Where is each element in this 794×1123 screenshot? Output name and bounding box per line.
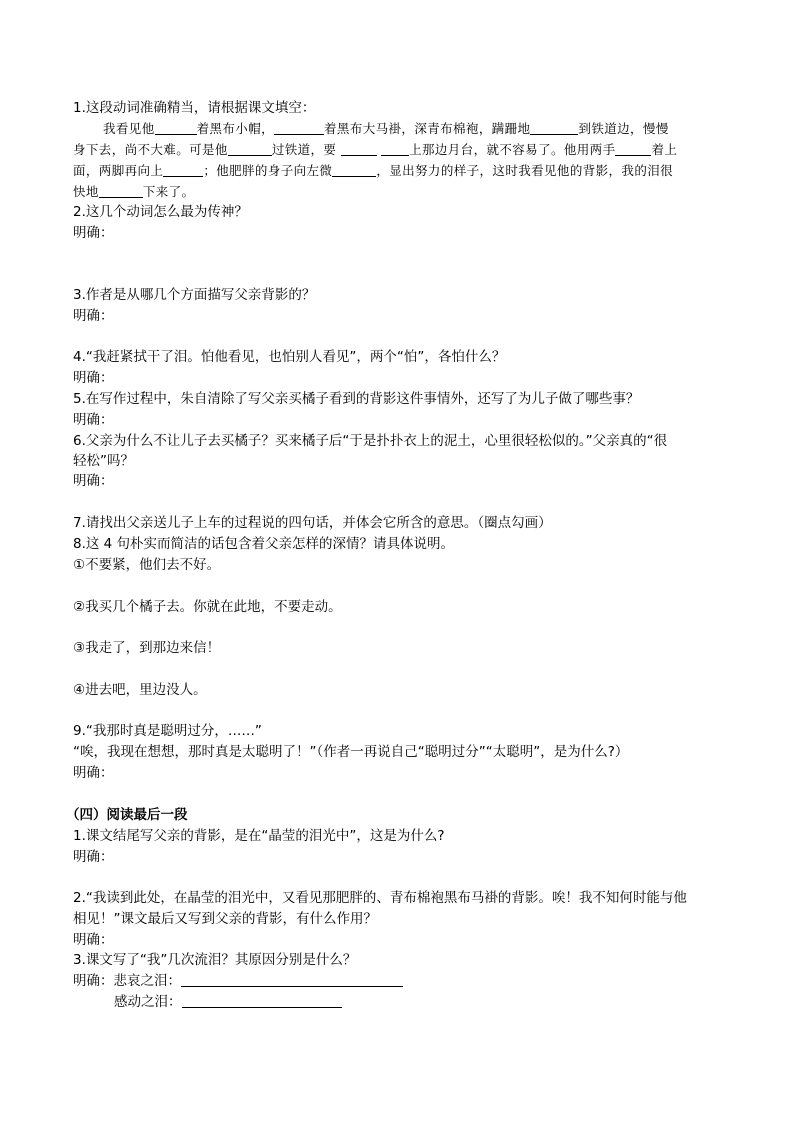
q9-text-line-1: 9.“我那时真是聪明过分，……” <box>73 723 262 739</box>
fill-blank[interactable] <box>341 141 377 156</box>
q1-passage-line-3: 面，两脚再向上 ；他肥胖的身子向左微 ，显出努力的样子，这时我看见他的背影，我的泪很 <box>73 163 674 178</box>
q4-text: 4.“我赶紧拭干了泪。怕他看见，也怕别人看见”，两个“怕”，各怕什么？ <box>73 349 506 365</box>
q6-text-line-1: 6.父亲为什么不让儿子去买橘子？买来橘子后“于是扑扑衣上的泥土，心里很轻松似的。”父亲真的“很 <box>73 433 668 449</box>
q8-text: 8.这 4 句朴实而简洁的话包含着父亲怎样的深情？请具体说明。 <box>73 536 455 552</box>
s4-q2-answer-label: 明确： <box>73 932 114 948</box>
q6-answer-label: 明确： <box>73 473 114 489</box>
fill-blank[interactable] <box>381 141 409 156</box>
fill-blank[interactable] <box>155 120 197 135</box>
q4-answer-label: 明确： <box>73 370 114 386</box>
s4-q3-answer-1: 明确：悲哀之泪： <box>73 971 733 991</box>
fill-blank[interactable] <box>228 141 272 156</box>
s4-q2-text-line-1: 2.“我读到此处，在晶莹的泪光中，又看见那肥胖的、青布棉袍黑布马褂的背影。唉！我不知何时能与他 <box>73 890 687 906</box>
s4-q2-text-line-2: 相见！”课文最后又写到父亲的背影，有什么作用？ <box>73 911 377 927</box>
fill-blank[interactable] <box>274 120 324 135</box>
q6-text-line-2: 轻松”吗？ <box>73 453 134 469</box>
fill-blank[interactable] <box>615 141 651 156</box>
q8-item-2: ②我买几个橘子去。你就在此地，不要走动。 <box>73 599 342 615</box>
q2-answer-label: 明确： <box>73 225 114 241</box>
q5-answer-label: 明确： <box>73 412 114 428</box>
q8-item-3: ③我走了，到那边来信！ <box>73 640 221 656</box>
q1-passage-line-2: 身下去，尚不大难。可是他 过铁道，要 上那边月台，就不容易了。他用两手 着上 <box>73 142 678 157</box>
q5-text: 5.在写作过程中，朱自清除了写父亲买橘子看到的背影这件事情外，还写了为儿子做了哪些事？ <box>73 391 640 407</box>
q8-item-4: ④进去吧，里边没人。 <box>73 682 207 698</box>
s4-q1-text: 1.课文结尾写父亲的背影，是在“晶莹的泪光中”，这是为什么? <box>73 828 445 844</box>
q7-text: 7.请找出父亲送儿子上车的过程说的四句话，并体会它所含的意思。（圈点勾画） <box>73 515 552 531</box>
s4-q1-answer-label: 明确： <box>73 849 114 865</box>
q1-passage-line-1: 我看见他 着黑布小帽， 着黑布大马褂，深青布棉袍，蹒跚地 到铁道边，慢慢 <box>103 121 669 136</box>
section-4-heading: （四）阅读最后一段 <box>66 807 188 823</box>
q9-answer-label: 明确： <box>73 765 114 781</box>
q9-text-line-2: “唉，我现在想想，那时真是太聪明了！”（作者一再说自己“聪明过分”“太聪明”，是为什么?） <box>73 744 629 760</box>
answer-blank[interactable] <box>181 972 403 987</box>
q1-passage-line-4: 快地 下来了。 <box>73 184 195 199</box>
q3-answer-label: 明确： <box>73 308 114 324</box>
fill-blank[interactable] <box>99 183 143 198</box>
answer-blank[interactable] <box>182 993 342 1008</box>
q2-text: 2.这几个动词怎么最为传神？ <box>73 204 248 220</box>
fill-blank[interactable] <box>163 162 203 177</box>
q3-text: 3.作者是从哪几个方面描写父亲背影的？ <box>73 287 316 303</box>
fill-blank[interactable] <box>530 120 578 135</box>
q8-item-1: ①不要紧，他们去不好。 <box>73 557 221 573</box>
q1-title: 1.这段动词准确精当，请根据课文填空： <box>73 100 316 116</box>
s4-q3-text: 3.课文写了“我”几次流泪？其原因分别是什么？ <box>73 952 357 968</box>
s4-q3-answer-2: 感动之泪： <box>114 992 774 1012</box>
fill-blank[interactable] <box>332 162 376 177</box>
